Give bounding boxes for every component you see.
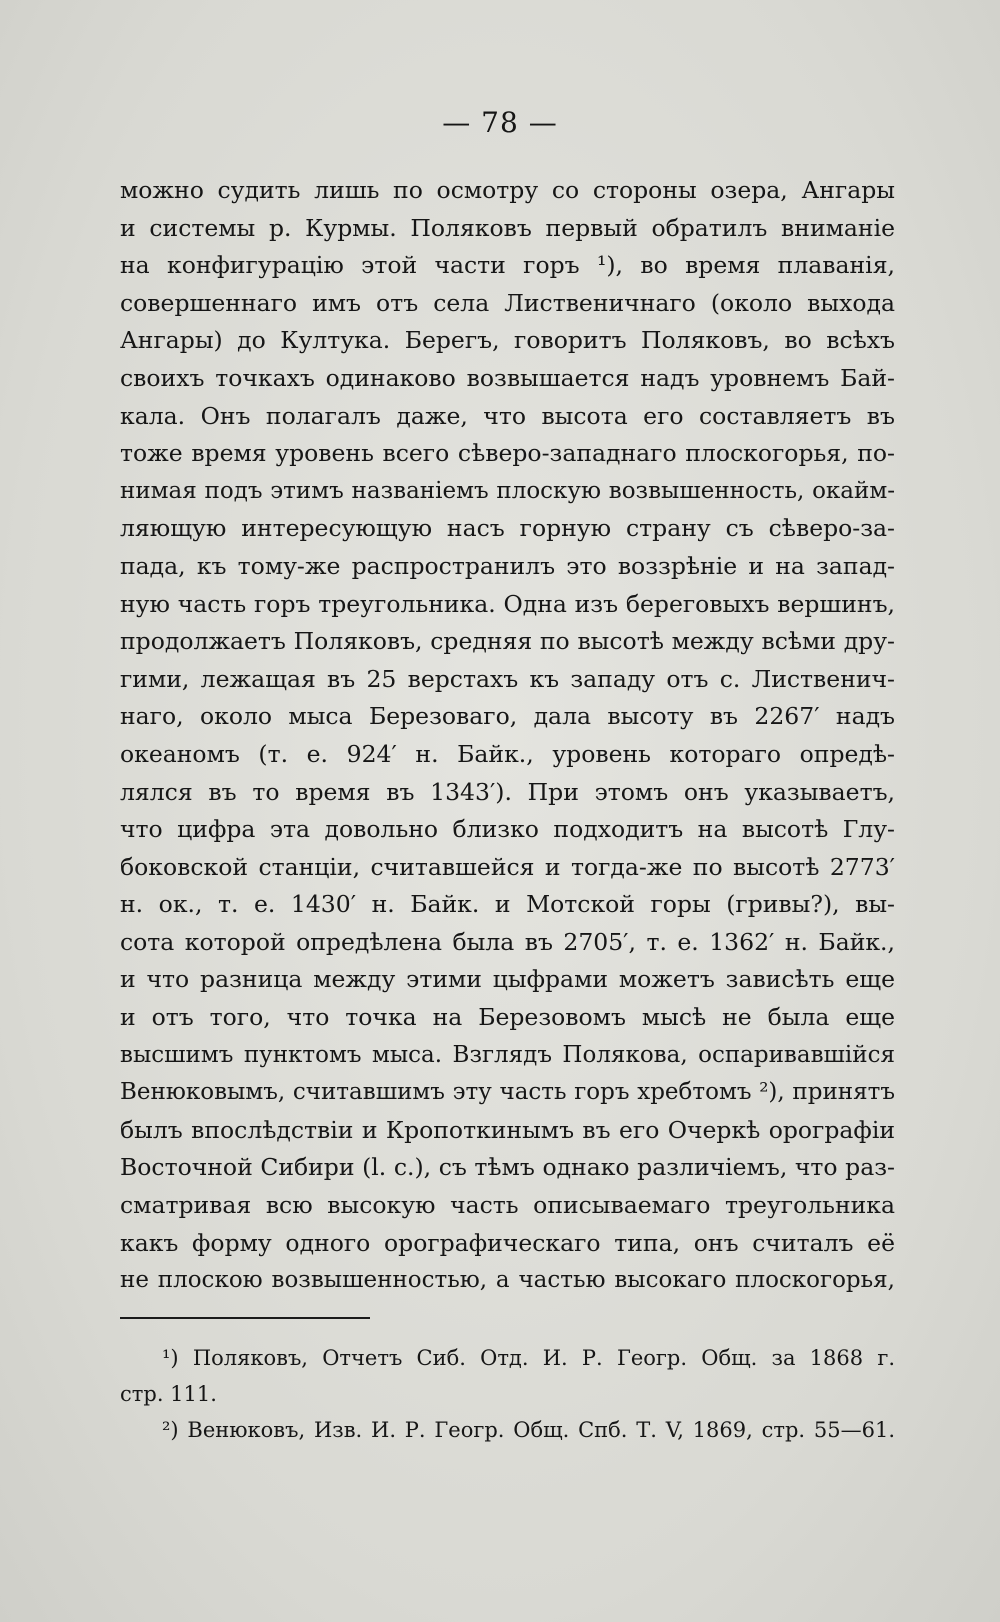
text-line: сматривая всю высокую часть описываемаго треугольника bbox=[120, 1191, 895, 1220]
text-line: гими, лежащая въ 25 верстахъ къ западу отъ с. Лиственич- bbox=[120, 664, 895, 693]
text-line: и отъ того, что точка на Березовомъ мысѣ не была еще bbox=[120, 1003, 895, 1032]
text-line: боковской станціи, считавшейся и тогда-же по высотѣ 2773′ bbox=[120, 852, 895, 881]
text-line: продолжаетъ Поляковъ, средняя по высотѣ между всѣми дру- bbox=[120, 627, 895, 656]
text-line: н. ок., т. е. 1430′ н. Байк. и Мотской горы (гривы?), вы- bbox=[120, 890, 895, 919]
footnotes bbox=[120, 1340, 895, 1448]
footnote-1: ¹) Поляковъ, Отчетъ Сиб. Отд. И. Р. Геогр. Общ. за 1868 г. bbox=[162, 1346, 895, 1370]
text-line: высшимъ пунктомъ мыса. Взглядъ Полякова, оспаривавшійся bbox=[120, 1041, 895, 1068]
text-line: и системы р. Курмы. Поляковъ первый обратилъ вниманіе bbox=[120, 213, 895, 242]
text-line: что цифра эта довольно близко подходитъ на высотѣ Глу- bbox=[120, 815, 895, 844]
text-line: и что разница между этими цыфрами можетъ зависѣть еще bbox=[120, 965, 895, 994]
text-line: Венюковымъ, считавшимъ эту часть горъ хребтомъ ²), принятъ bbox=[120, 1079, 895, 1106]
text-line: ляющую интересующую насъ горную страну съ сѣверо-за- bbox=[120, 514, 895, 543]
text-line: какъ форму одного орографическаго типа, онъ считалъ её bbox=[120, 1228, 895, 1257]
text-line: наго, около мыса Березоваго, дала высоту въ 2267′ надъ bbox=[120, 702, 895, 731]
text-line: ную часть горъ треугольника. Одна изъ береговыхъ вершинъ, bbox=[120, 589, 895, 618]
text-line: океаномъ (т. е. 924′ н. Байк., уровень котораго опредѣ- bbox=[120, 739, 895, 768]
text-line: своихъ точкахъ одинаково возвышается надъ уровнемъ Бай- bbox=[120, 363, 895, 392]
footnote-1-continuation: стр. 111. bbox=[120, 1382, 217, 1406]
text-line: сота которой опредѣлена была въ 2705′, т. е. 1362′ н. Байк., bbox=[120, 927, 895, 956]
text-line: совершеннаго имъ отъ села Лиственичнаго (около выхода bbox=[120, 288, 895, 317]
main-text bbox=[120, 172, 895, 1300]
text-line: можно судить лишь по осмотру со стороны озера, Ангары bbox=[120, 176, 895, 204]
text-line: лялся въ то время въ 1343′). При этомъ онъ указываетъ, bbox=[120, 777, 895, 806]
text-line: на конфигурацію этой части горъ ¹), во время плаванія, bbox=[120, 251, 895, 280]
text-line: нимая подъ этимъ названіемъ плоскую возвышенность, окайм- bbox=[120, 477, 895, 504]
page-number: — 78 — bbox=[442, 106, 558, 139]
text-line: былъ впослѣдствіи и Кропоткинымъ въ его Очеркѣ орографіи bbox=[120, 1115, 895, 1144]
footnote-2: ²) Венюковъ, Изв. И. Р. Геогр. Общ. Спб. Т. V, 1869, стр. 55—61. bbox=[162, 1418, 895, 1442]
text-line: пада, къ тому-же распространилъ это воззрѣніе и на запад- bbox=[120, 551, 895, 580]
text-line: Ангары) до Култука. Берегъ, говоритъ Поляковъ, во всѣхъ bbox=[120, 326, 895, 355]
footnote-divider bbox=[120, 1317, 370, 1319]
text-line: Восточной Сибири (l. c.), съ тѣмъ однако различіемъ, что раз- bbox=[120, 1153, 895, 1182]
text-line: тоже время уровень всего сѣверо-западнаго плоскогорья, по- bbox=[120, 439, 895, 468]
text-line: не плоскою возвышенностью, а частью высокаго плоскогорья, bbox=[120, 1267, 895, 1294]
text-line: кала. Онъ полагалъ даже, что высота его составляетъ въ bbox=[120, 401, 895, 430]
